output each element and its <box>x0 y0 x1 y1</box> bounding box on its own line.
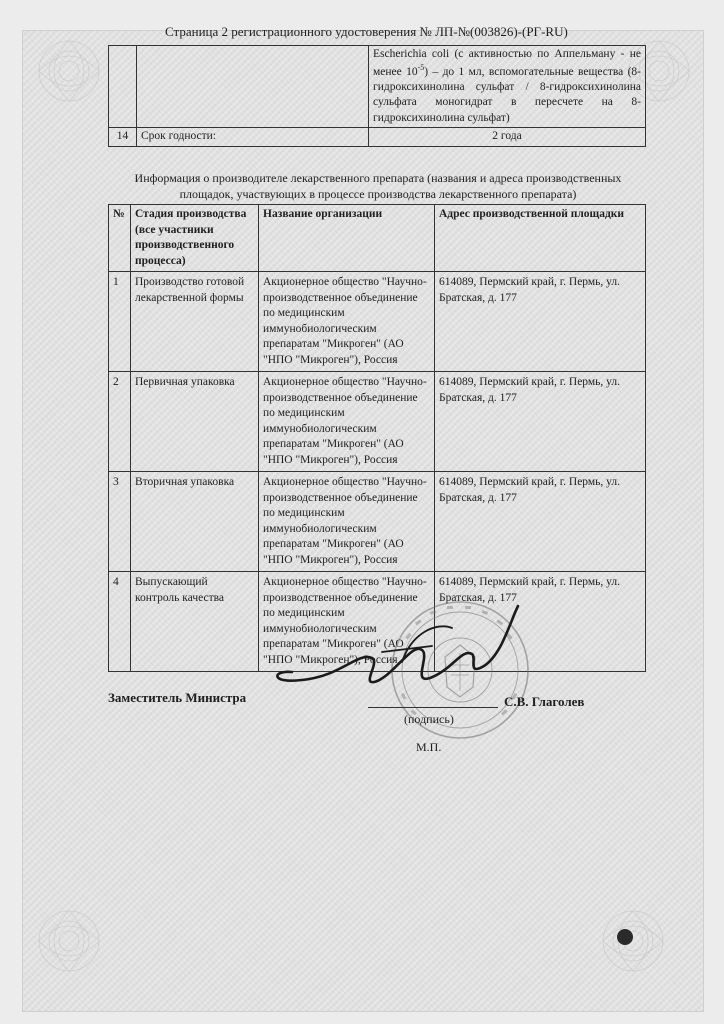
table-row <box>109 372 646 472</box>
signature-caption: (подпись) <box>404 712 454 726</box>
production-stage: Первичная упаковка <box>131 372 259 472</box>
row-number: 2 <box>109 372 131 472</box>
ornament-rosette-icon <box>593 901 673 981</box>
ornament-rosette-icon <box>29 31 109 111</box>
row-number: 4 <box>109 572 131 672</box>
row-number: 14 <box>109 128 137 147</box>
column-header-number: № <box>109 205 131 272</box>
shelf-life-value: 2 года <box>369 128 646 147</box>
composition-continuation: Escherichia coli (с активностью по Аппельману - не менее $10^{-5}$) – до 1 мл, вспомогательные вещества (8-гидроксихинолина сульфат / 8-гидроксихинолина сульфата моногидрат в пересчете на 8-гидроксихинолина сульфат) <box>369 46 646 128</box>
composition-table <box>108 45 646 147</box>
column-header-stage: Стадия производства (все участники производственного процесса) <box>131 205 259 272</box>
production-stage: Производство готовой лекарственной формы <box>131 272 259 372</box>
table-row <box>109 472 646 572</box>
organization-name: Акционерное общество "Научно-производственное объединение по медицинским иммунобиологическим препаратам "Микроген" (АО "НПО "Микроген"), Россия <box>259 572 435 672</box>
row-number: 3 <box>109 472 131 572</box>
handwritten-signature-icon <box>262 592 522 702</box>
position-title: Заместитель Министра <box>108 690 247 705</box>
table-row <box>109 128 646 147</box>
site-address: 614089, Пермский край, г. Пермь, ул. Братская, д. 177 <box>435 472 646 572</box>
signer-name: С.В. Глаголев <box>504 694 585 709</box>
site-address: 614089, Пермский край, г. Пермь, ул. Братская, д. 177 <box>435 372 646 472</box>
table-row <box>109 272 646 372</box>
page-header: Страница 2 регистрационного удостоверения № ЛП-№(003826)-(РГ-RU) <box>165 24 568 39</box>
organization-name: Акционерное общество "Научно-производственное объединение по медицинским иммунобиологическим препаратам "Микроген" (АО "НПО "Микроген"), Россия <box>259 472 435 572</box>
production-stage: Выпускающий контроль качества <box>131 572 259 672</box>
stamp-mark: М.П. <box>416 740 442 754</box>
manufacturer-info-caption: Информация о производителе лекарственного препарата (названия и адреса производственных площадок, участвующих в процессе производства лекарственного препарата) <box>134 171 622 202</box>
site-address: 614089, Пермский край, г. Пермь, ул. Братская, д. 177 <box>435 572 646 672</box>
site-address: 614089, Пермский край, г. Пермь, ул. Братская, д. 177 <box>435 272 646 372</box>
row-number: 1 <box>109 272 131 372</box>
column-header-address: Адрес производственной площадки <box>435 205 646 272</box>
table-header-row <box>109 205 646 272</box>
punch-hole <box>617 929 633 945</box>
production-stage: Вторичная упаковка <box>131 472 259 572</box>
ornament-rosette-icon <box>29 901 109 981</box>
table-row <box>109 46 646 128</box>
shelf-life-label: Срок годности: <box>137 128 369 147</box>
column-header-organization: Название организации <box>259 205 435 272</box>
organization-name: Акционерное общество "Научно-производственное объединение по медицинским иммунобиологическим препаратам "Микроген" (АО "НПО "Микроген"), Россия <box>259 372 435 472</box>
organization-name: Акционерное общество "Научно-производственное объединение по медицинским иммунобиологическим препаратам "Микроген" (АО "НПО "Микроген"), Россия <box>259 272 435 372</box>
signature-line <box>368 707 498 708</box>
